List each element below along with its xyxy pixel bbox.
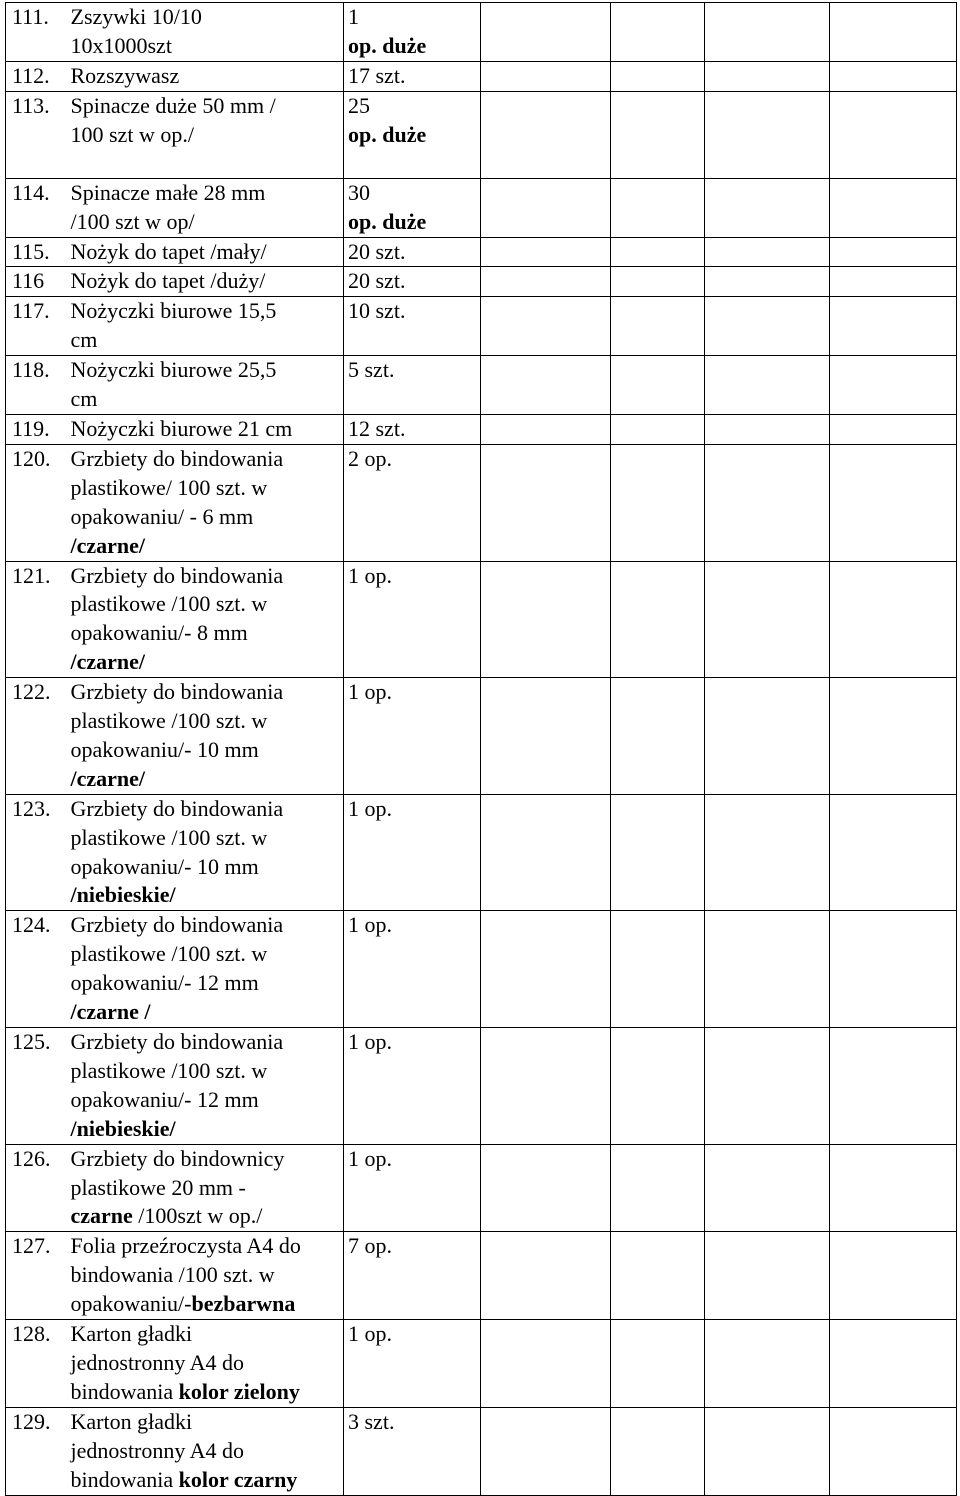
empty-cell (830, 1407, 957, 1495)
item-name-text: /niebieskie/ (70, 1115, 176, 1141)
empty-cell (481, 1407, 611, 1495)
item-name-text: Karton gładki (70, 1321, 193, 1347)
item-name-text: Grzbiety do bindowania (70, 1029, 284, 1054)
quantity-unit: op. duże (348, 32, 427, 58)
item-name (67, 267, 344, 297)
table-row (6, 444, 957, 561)
row-number: 112. (6, 61, 67, 91)
item-quantity (344, 356, 481, 415)
quantity-value: 20 szt. (348, 238, 406, 264)
item-name-line (71, 474, 344, 503)
item-quantity (344, 678, 481, 795)
item-name-line (71, 62, 344, 91)
row-number: 111. (6, 3, 67, 62)
items-table-body (6, 3, 957, 1496)
empty-cell (481, 267, 611, 297)
item-name-line (71, 1115, 344, 1144)
item-name-text: Grzbiety do bindowania (70, 562, 284, 588)
item-name-line (71, 1086, 344, 1115)
table-row (6, 911, 957, 1028)
item-quantity (344, 1407, 481, 1495)
empty-cell (830, 414, 957, 444)
item-name-text: Rozszywasz (70, 62, 180, 88)
empty-cell (611, 911, 705, 1028)
item-name-text: cm (70, 386, 98, 412)
item-name-line (71, 532, 344, 561)
item-name-text: Nożyczki biurowe 15,5 (70, 298, 277, 324)
empty-cell (481, 178, 611, 237)
quantity-value: 1 op. (348, 1029, 392, 1054)
item-name-text: Nożyk do tapet /duży/ (70, 268, 266, 294)
item-name-text: bezbarwna (191, 1291, 296, 1317)
item-name-text: Nożyk do tapet /mały/ (70, 238, 267, 264)
item-name-line (71, 297, 344, 326)
table-row (6, 1407, 957, 1495)
empty-cell (830, 267, 957, 297)
item-name-line (71, 1261, 344, 1290)
item-quantity (344, 237, 481, 267)
item-name-line (71, 1145, 344, 1174)
quantity-value: 10 szt. (348, 298, 406, 324)
empty-cell (481, 297, 611, 356)
empty-cell (705, 356, 830, 415)
item-name-line (71, 707, 344, 736)
item-name-text: 10x1000szt (70, 32, 172, 58)
empty-cell (611, 178, 705, 237)
item-name-text: bindowania (70, 1466, 179, 1492)
item-name-line (71, 1320, 344, 1349)
empty-cell (611, 91, 705, 178)
empty-cell (705, 678, 830, 795)
row-number: 118. (6, 356, 67, 415)
item-name-line (71, 795, 344, 824)
empty-cell (481, 1028, 611, 1145)
quantity-value: 7 op. (348, 1233, 392, 1259)
empty-cell (611, 794, 705, 911)
row-number: 127. (6, 1232, 67, 1320)
item-quantity (344, 794, 481, 911)
item-name (67, 1320, 344, 1408)
item-name-text: plastikowe /100 szt. w (70, 1057, 268, 1083)
item-name-text: Karton gładki (70, 1408, 193, 1434)
item-name-line (71, 678, 344, 707)
quantity-value: 12 szt. (348, 415, 406, 441)
empty-cell (705, 444, 830, 561)
row-number: 116 (6, 267, 67, 297)
item-name (67, 911, 344, 1028)
table-row (6, 1232, 957, 1320)
item-name-text: plastikowe /100 szt. w (70, 941, 268, 967)
empty-cell (481, 1232, 611, 1320)
item-quantity (344, 91, 481, 178)
item-name-line (71, 1174, 344, 1203)
item-name-text: plastikowe 20 mm - (70, 1174, 246, 1200)
item-name-line (71, 1232, 344, 1261)
item-name-text: /czarne/ (70, 532, 146, 558)
item-name-line (71, 765, 344, 794)
table-row (6, 3, 957, 62)
item-name (67, 1407, 344, 1495)
empty-cell (705, 267, 830, 297)
item-name-line (71, 238, 344, 267)
quantity-value: 17 szt. (348, 62, 406, 88)
item-name-line (71, 1437, 344, 1466)
empty-cell (611, 1144, 705, 1232)
quantity-value: 2 op. (348, 445, 392, 471)
item-name-line (71, 648, 344, 677)
quantity-unit: op. duże (348, 208, 427, 234)
item-name-line (71, 736, 344, 765)
item-name-text: jednostronny A4 do (70, 1349, 245, 1375)
item-name (67, 3, 344, 62)
item-name-text: opakowaniu/- (70, 1291, 192, 1317)
item-name (67, 237, 344, 267)
empty-cell (481, 1144, 611, 1232)
item-name-line (71, 326, 344, 355)
table-row (6, 297, 957, 356)
quantity-value: 1 op. (348, 912, 392, 938)
item-name-text: kolor czarny (178, 1466, 298, 1492)
item-quantity (344, 178, 481, 237)
empty-cell (481, 678, 611, 795)
empty-cell (705, 561, 830, 678)
item-name-text: opakowaniu/ - 6 mm (70, 503, 254, 529)
item-name-text: opakowaniu/- 12 mm (70, 970, 259, 996)
table-row (6, 1144, 957, 1232)
table-row (6, 237, 957, 267)
item-name-line (71, 121, 344, 150)
table-row (6, 414, 957, 444)
item-name (67, 178, 344, 237)
empty-cell (611, 561, 705, 678)
empty-cell (830, 91, 957, 178)
empty-cell (705, 1407, 830, 1495)
row-number: 115. (6, 237, 67, 267)
item-name-text: Zszywki 10/10 (70, 4, 202, 29)
item-name-line (71, 503, 344, 532)
item-quantity (344, 267, 481, 297)
item-name-line (71, 32, 344, 61)
item-quantity (344, 414, 481, 444)
item-name (67, 414, 344, 444)
item-name (67, 1232, 344, 1320)
table-row (6, 356, 957, 415)
empty-cell (481, 911, 611, 1028)
empty-cell (611, 1232, 705, 1320)
item-name-text: cm (70, 327, 98, 353)
empty-cell (830, 178, 957, 237)
table-row (6, 178, 957, 237)
item-name-text: /100 szt w op/ (70, 208, 195, 234)
row-number: 119. (6, 414, 67, 444)
item-quantity (344, 1028, 481, 1145)
items-table (5, 2, 957, 1496)
empty-cell (705, 1144, 830, 1232)
item-name-line (71, 940, 344, 969)
empty-cell (481, 561, 611, 678)
item-name-text: Nożyczki biurowe 25,5 (70, 357, 277, 383)
table-row (6, 267, 957, 297)
quantity-value: 1 op. (348, 562, 392, 588)
table-row (6, 1320, 957, 1408)
item-name-text: /czarne/ (70, 649, 146, 675)
item-name-text: 100 szt w op./ (70, 121, 194, 147)
item-name-text: plastikowe/ 100 szt. w (70, 474, 268, 500)
row-number: 117. (6, 297, 67, 356)
empty-cell (830, 1028, 957, 1145)
item-name-text: bindowania /100 szt. w (70, 1262, 275, 1288)
item-name (67, 356, 344, 415)
empty-cell (705, 61, 830, 91)
item-name (67, 1028, 344, 1145)
empty-cell (611, 356, 705, 415)
item-name-text: plastikowe /100 szt. w (70, 708, 268, 734)
item-name-text: /czarne/ (70, 765, 146, 791)
item-name-line (71, 415, 344, 444)
item-name-line (71, 1466, 344, 1495)
item-name (67, 678, 344, 795)
empty-cell (705, 1028, 830, 1145)
item-name-line (71, 619, 344, 648)
item-name (67, 561, 344, 678)
empty-cell (611, 3, 705, 62)
item-name-line (71, 1408, 344, 1437)
empty-cell (830, 237, 957, 267)
item-name-line (71, 824, 344, 853)
item-quantity (344, 1144, 481, 1232)
item-name-text: jednostronny A4 do (70, 1437, 245, 1463)
item-quantity (344, 1232, 481, 1320)
item-quantity (344, 444, 481, 561)
item-name-line (71, 3, 344, 32)
item-name-text: opakowaniu/- 12 mm (70, 1086, 259, 1112)
empty-cell (481, 61, 611, 91)
item-name (67, 444, 344, 561)
row-number: 123. (6, 794, 67, 911)
table-row (6, 794, 957, 911)
item-name-text: /niebieskie/ (70, 882, 176, 908)
item-name-text: kolor zielony (178, 1378, 300, 1404)
empty-cell (705, 297, 830, 356)
item-name (67, 91, 344, 178)
row-number: 129. (6, 1407, 67, 1495)
item-quantity (344, 561, 481, 678)
item-name (67, 297, 344, 356)
row-number: 113. (6, 91, 67, 178)
empty-cell (611, 61, 705, 91)
empty-cell (830, 1144, 957, 1232)
item-name (67, 1144, 344, 1232)
empty-cell (611, 678, 705, 795)
item-quantity (344, 3, 481, 62)
item-name (67, 61, 344, 91)
empty-cell (705, 1320, 830, 1408)
empty-cell (611, 1407, 705, 1495)
empty-cell (705, 911, 830, 1028)
empty-cell (481, 414, 611, 444)
empty-cell (830, 444, 957, 561)
empty-cell (611, 297, 705, 356)
item-name-line (71, 445, 344, 474)
item-name-line (71, 1290, 344, 1319)
item-name-text: Grzbiety do bindowania (70, 912, 284, 938)
empty-cell (481, 91, 611, 178)
empty-cell (611, 1028, 705, 1145)
item-name (67, 794, 344, 911)
table-row (6, 678, 957, 795)
empty-cell (830, 561, 957, 678)
empty-cell (705, 237, 830, 267)
quantity-value: 5 szt. (348, 357, 395, 383)
item-name-line (71, 590, 344, 619)
empty-cell (830, 3, 957, 62)
empty-cell (481, 794, 611, 911)
empty-cell (611, 1320, 705, 1408)
quantity-unit: op. duże (348, 121, 427, 147)
item-name-text: Spinacze duże 50 mm / (70, 92, 276, 118)
empty-cell (705, 1232, 830, 1320)
item-name-text: opakowaniu/- 10 mm (70, 853, 259, 879)
table-row (6, 61, 957, 91)
quantity-value: 1 op. (348, 795, 392, 821)
quantity-value: 1 op. (348, 1321, 392, 1347)
item-name-line (71, 385, 344, 414)
item-name-text: czarne (70, 1203, 133, 1229)
item-name-line (71, 853, 344, 882)
item-name-line (71, 998, 344, 1027)
item-name-text: opakowaniu/- 10 mm (70, 736, 259, 762)
empty-cell (481, 1320, 611, 1408)
empty-cell (830, 1232, 957, 1320)
empty-cell (830, 911, 957, 1028)
item-name-line (71, 911, 344, 940)
item-name-text: Grzbiety do bindowania (70, 679, 284, 705)
item-name-line (71, 1057, 344, 1086)
quantity-value: 1 op. (348, 679, 392, 705)
item-quantity (344, 1320, 481, 1408)
empty-cell (830, 678, 957, 795)
quantity-value: 30 (348, 179, 370, 205)
item-name-line (71, 208, 344, 237)
item-name-text: plastikowe /100 szt. w (70, 591, 268, 617)
empty-cell (611, 267, 705, 297)
item-name-text: Folia przeźroczysta A4 do (70, 1233, 301, 1259)
empty-cell (611, 237, 705, 267)
item-name-text: Grzbiety do bindowania (70, 795, 284, 821)
item-quantity (344, 911, 481, 1028)
item-name-line (71, 969, 344, 998)
empty-cell (481, 444, 611, 561)
quantity-value: 3 szt. (348, 1408, 395, 1434)
quantity-value: 1 (348, 4, 359, 29)
empty-cell (705, 3, 830, 62)
empty-cell (705, 414, 830, 444)
row-number: 124. (6, 911, 67, 1028)
empty-cell (481, 3, 611, 62)
empty-cell (611, 414, 705, 444)
row-number: 126. (6, 1144, 67, 1232)
item-name-line (71, 1028, 344, 1057)
item-name-text: Grzbiety do bindowania (70, 445, 284, 471)
row-number: 120. (6, 444, 67, 561)
item-name-line (71, 1378, 344, 1407)
table-row (6, 1028, 957, 1145)
table-row (6, 561, 957, 678)
item-name-text: opakowaniu/- 8 mm (70, 620, 248, 646)
empty-cell (611, 444, 705, 561)
item-name-line (71, 267, 344, 296)
item-name-text: plastikowe /100 szt. w (70, 824, 268, 850)
table-row (6, 91, 957, 178)
item-name-text: Nożyczki biurowe 21 cm (70, 415, 293, 441)
item-quantity (344, 61, 481, 91)
item-name-line (71, 356, 344, 385)
item-name-line (71, 1349, 344, 1378)
row-number: 114. (6, 178, 67, 237)
item-name-text: Spinacze małe 28 mm (70, 179, 266, 205)
quantity-value: 1 op. (348, 1145, 392, 1171)
item-name-line (71, 179, 344, 208)
row-number: 125. (6, 1028, 67, 1145)
empty-cell (830, 1320, 957, 1408)
item-name-line (71, 92, 344, 121)
item-name-line (71, 562, 344, 591)
empty-cell (830, 297, 957, 356)
empty-cell (481, 356, 611, 415)
item-name-text: bindowania (70, 1378, 179, 1404)
item-name-line (71, 1202, 344, 1231)
item-quantity (344, 297, 481, 356)
empty-cell (705, 794, 830, 911)
item-name-text: Grzbiety do bindownicy (70, 1145, 285, 1171)
row-number: 128. (6, 1320, 67, 1408)
empty-cell (830, 794, 957, 911)
item-name-line (71, 881, 344, 910)
empty-cell (705, 91, 830, 178)
row-number: 121. (6, 561, 67, 678)
item-name-text: /100szt w op./ (132, 1203, 263, 1229)
quantity-value: 20 szt. (348, 268, 406, 294)
empty-cell (705, 178, 830, 237)
quantity-value: 25 (348, 92, 370, 118)
item-name-text: /czarne / (70, 999, 151, 1025)
row-number: 122. (6, 678, 67, 795)
empty-cell (830, 356, 957, 415)
empty-cell (481, 237, 611, 267)
empty-cell (830, 61, 957, 91)
